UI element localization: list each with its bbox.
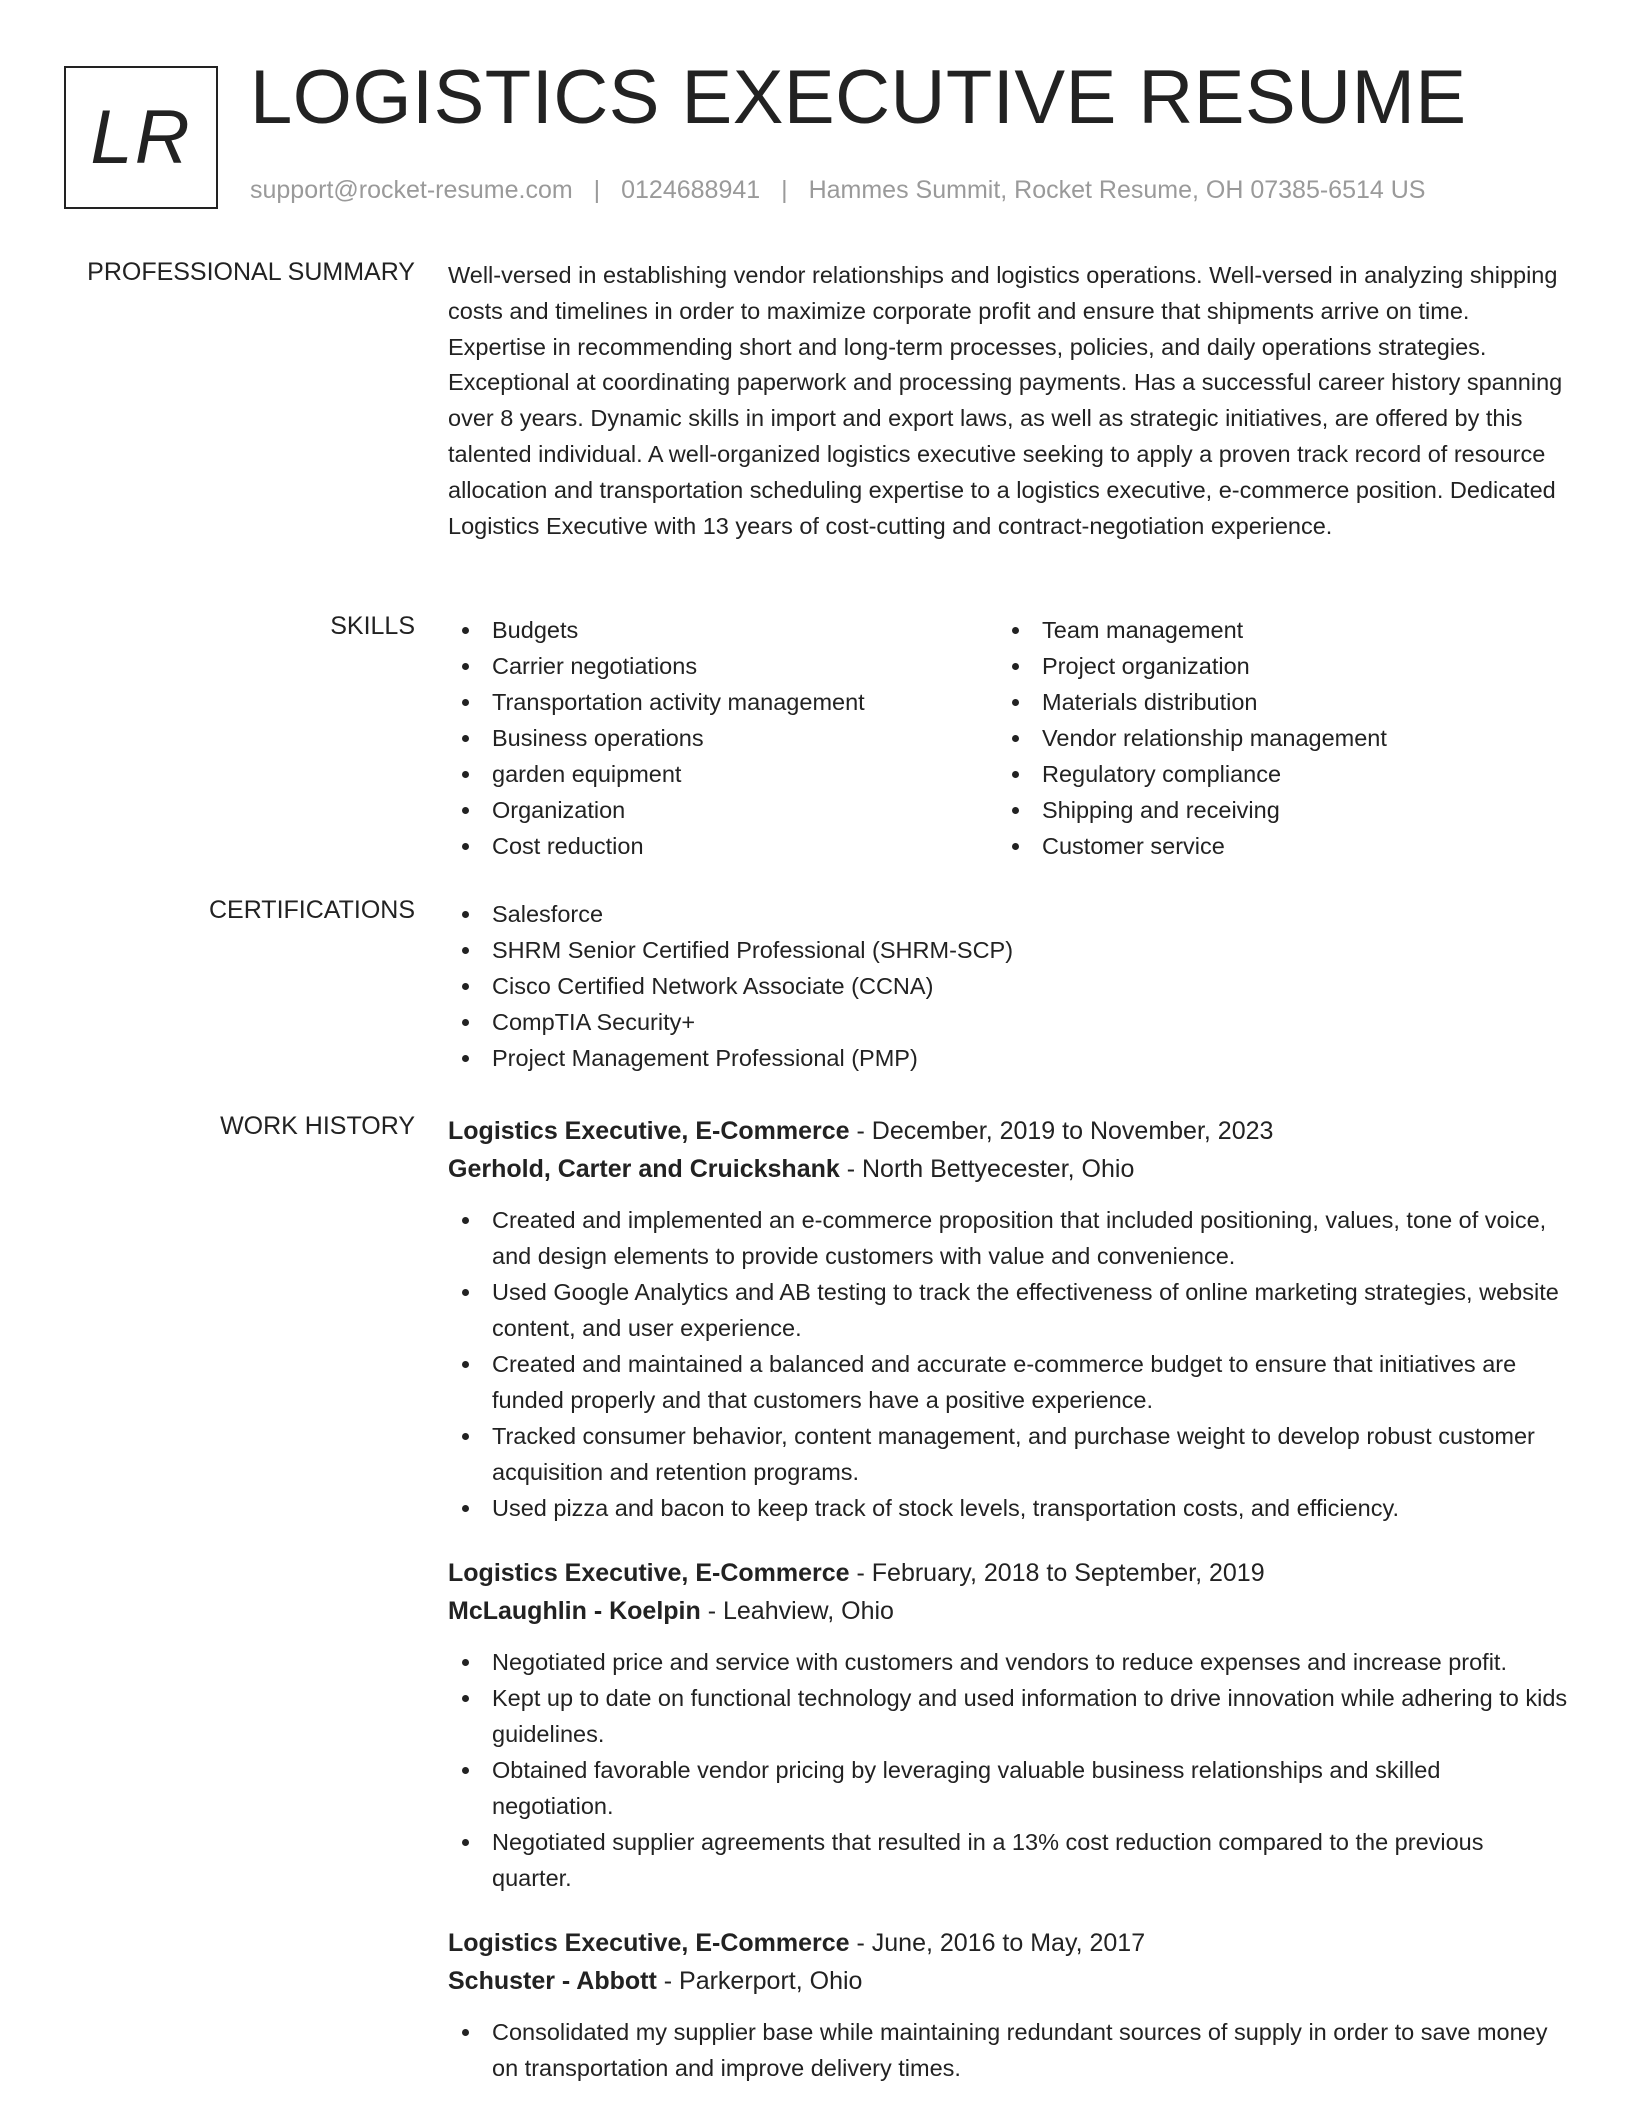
job-entry — [448, 1554, 1568, 1896]
section-heading: WORK HISTORY — [220, 1112, 415, 1140]
list-item: Transportation activity management — [448, 684, 998, 720]
section-heading: SKILLS — [330, 612, 415, 640]
job-company-line — [448, 1150, 1568, 1188]
skills-column-right — [998, 612, 1548, 864]
resume-title: LOGISTICS EXECUTIVE RESUME — [250, 55, 1467, 140]
list-item: Budgets — [448, 612, 998, 648]
certifications-list — [448, 896, 1568, 1076]
list-item: Created and implemented an e-commerce proposition that included positioning, values, tone of voice, and design elements to provide customers with value and convenience. — [448, 1202, 1568, 1274]
job-location: - North Bettyecester, Ohio — [839, 1155, 1135, 1183]
list-item: Organization — [448, 792, 998, 828]
job-role-line — [448, 1112, 1568, 1150]
job-bullets — [448, 1644, 1568, 1896]
job-role: Logistics Executive, E-Commerce — [448, 1929, 850, 1957]
job-role: Logistics Executive, E-Commerce — [448, 1117, 850, 1145]
list-item: Created and maintained a balanced and accurate e-commerce budget to ensure that initiatives are funded properly and that customers have a positive experience. — [448, 1346, 1568, 1418]
job-entry — [448, 1112, 1568, 1526]
summary-text: Well-versed in establishing vendor relationships and logistics operations. Well-versed in analyzing shipping costs and timelines in order to maximize corporate profit and ensure that shipments arrive on time. Expertise in recommending short and long-term processes, policies, and daily operations strategies. Exceptional at coordinating paperwork and processing payments. Has a successful career history spanning over 8 years. Dynamic skills in import and export laws, as well as strategic initiatives, are offered by this talented individual. A well-organized logistics executive seeking to apply a proven track record of resource allocation and transportation scheduling expertise to a logistics executive, e-commerce position. Dedicated Logistics Executive with 13 years of cost-cutting and contract-negotiation experience. — [448, 262, 1563, 539]
job-company: Schuster - Abbott — [448, 1967, 657, 1995]
contact-address: Hammes Summit, Rocket Resume, OH 07385-6514 US — [808, 176, 1426, 204]
list-item: Obtained favorable vendor pricing by leveraging valuable business relationships and skilled negotiation. — [448, 1752, 1568, 1824]
list-item: Salesforce — [448, 896, 1568, 932]
list-item: Carrier negotiations — [448, 648, 998, 684]
contact-email[interactable]: support@rocket-resume.com — [250, 176, 573, 204]
job-location: - Parkerport, Ohio — [656, 1967, 863, 1995]
list-item: garden equipment — [448, 756, 998, 792]
job-role: Logistics Executive, E-Commerce — [448, 1559, 850, 1587]
contact-separator: | — [593, 176, 601, 204]
contact-separator: | — [781, 176, 788, 204]
list-item: Cost reduction — [448, 828, 998, 864]
list-item: Vendor relationship management — [998, 720, 1548, 756]
contact-phone[interactable]: 0124688941 — [621, 176, 761, 204]
list-item: Business operations — [448, 720, 998, 756]
skills-column-left — [448, 612, 998, 864]
job-company: Gerhold, Carter and Cruickshank — [448, 1155, 840, 1183]
job-bullets — [448, 2014, 1568, 2086]
work-history-list — [448, 1112, 1568, 2112]
job-company: McLaughlin - Koelpin — [448, 1597, 701, 1625]
list-item: SHRM Senior Certified Professional (SHRM-SCP) — [448, 932, 1568, 968]
list-item: Negotiated price and service with customers and vendors to reduce expenses and increase profit. — [448, 1644, 1568, 1680]
job-dates: - June, 2016 to May, 2017 — [849, 1929, 1146, 1957]
section-heading: PROFESSIONAL SUMMARY — [87, 258, 415, 286]
list-item: Used Google Analytics and AB testing to track the effectiveness of online marketing strategies, website content, and user experience. — [448, 1274, 1568, 1346]
list-item: Customer service — [998, 828, 1548, 864]
list-item: Project Management Professional (PMP) — [448, 1040, 1568, 1076]
list-item: CompTIA Security+ — [448, 1004, 1568, 1040]
list-item: Consolidated my supplier base while maintaining redundant sources of supply in order to save money on transportation and improve delivery times. — [448, 2014, 1568, 2086]
list-item: Tracked consumer behavior, content management, and purchase weight to develop robust customer acquisition and retention programs. — [448, 1418, 1568, 1490]
job-bullets — [448, 1202, 1568, 1526]
list-item: Cisco Certified Network Associate (CCNA) — [448, 968, 1568, 1004]
section-heading: CERTIFICATIONS — [208, 896, 415, 924]
job-location: - Leahview, Ohio — [700, 1597, 894, 1625]
job-role-line — [448, 1554, 1568, 1592]
list-item: Project organization — [998, 648, 1548, 684]
job-company-line — [448, 1592, 1568, 1630]
list-item: Team management — [998, 612, 1548, 648]
contact-line — [250, 176, 1425, 205]
job-dates: - February, 2018 to September, 2019 — [849, 1559, 1265, 1587]
list-item: Materials distribution — [998, 684, 1548, 720]
skills-list — [448, 612, 1568, 864]
list-item: Kept up to date on functional technology and used information to drive innovation while adhering to kids guidelines. — [448, 1680, 1568, 1752]
job-company-line — [448, 1962, 1568, 2000]
list-item: Shipping and receiving — [998, 792, 1548, 828]
job-dates: - December, 2019 to November, 2023 — [849, 1117, 1274, 1145]
list-item: Used pizza and bacon to keep track of stock levels, transportation costs, and efficiency. — [448, 1490, 1568, 1526]
list-item: Regulatory compliance — [998, 756, 1548, 792]
list-item: Negotiated supplier agreements that resulted in a 13% cost reduction compared to the previous quarter. — [448, 1824, 1568, 1896]
job-role-line — [448, 1924, 1568, 1962]
job-entry — [448, 1924, 1568, 2086]
monogram-logo: LR — [64, 66, 218, 209]
